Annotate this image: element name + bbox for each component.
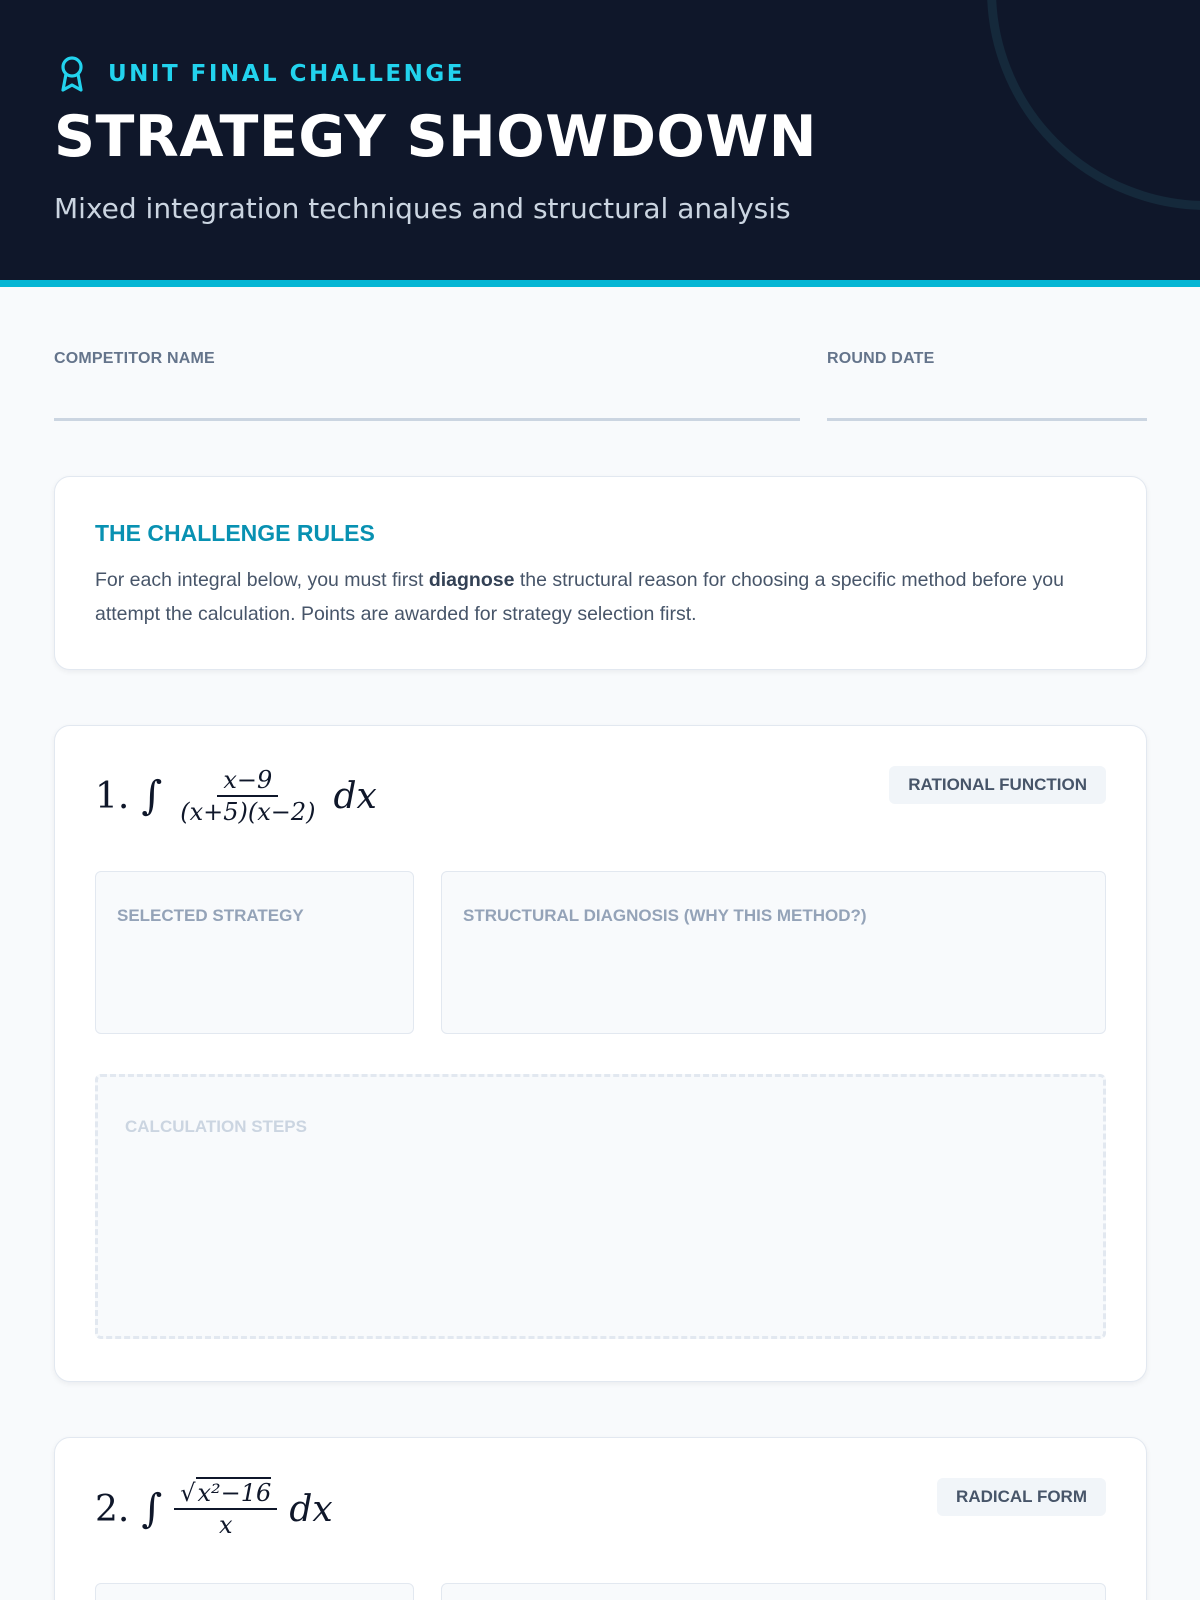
numerator	[174, 1478, 277, 1510]
problem-number: 2.	[95, 1488, 130, 1530]
round-date-label: ROUND DATE	[827, 350, 935, 367]
header-kicker	[58, 55, 465, 93]
competitor-name-field[interactable]	[54, 418, 800, 421]
structural-diagnosis-box[interactable]	[441, 871, 1106, 1034]
header-banner	[0, 0, 1200, 287]
numerator: x−9	[217, 765, 278, 797]
problem-expression	[95, 1478, 333, 1540]
competitor-name-label: COMPETITOR NAME	[54, 350, 215, 367]
problem-card-2	[54, 1437, 1147, 1600]
integral-sign: ∫	[141, 773, 163, 819]
problem-type-tag: RATIONAL FUNCTION	[889, 766, 1106, 804]
rules-title: THE CHALLENGE RULES	[95, 520, 375, 546]
rules-text-emphasis: diagnose	[428, 569, 515, 591]
rules-text-part: the structural reason for choosing a specific method before you attempt the calculation. Points are awarded for strategy selection first.	[95, 569, 1064, 625]
problem-card-1	[54, 725, 1147, 1382]
award-ribbon-icon	[58, 55, 86, 93]
fraction	[174, 1478, 277, 1540]
decorative-arc	[987, 0, 1200, 210]
rules-text-part: For each integral below, you must first	[95, 569, 429, 591]
rules-text	[95, 563, 1085, 631]
selected-strategy-label: SELECTED STRATEGY	[117, 906, 304, 925]
structural-diagnosis-label: STRUCTURAL DIAGNOSIS (WHY THIS METHOD?)	[463, 906, 867, 925]
page-title: STRATEGY SHOWDOWN	[54, 104, 817, 170]
radicand: x²−16	[197, 1479, 272, 1507]
selected-strategy-box[interactable]	[95, 871, 414, 1034]
problem-number: 1.	[95, 775, 130, 817]
radical-sign: √	[180, 1479, 196, 1507]
structural-diagnosis-box[interactable]	[441, 1583, 1106, 1600]
problem-type-tag: RADICAL FORM	[937, 1478, 1106, 1516]
denominator: (x+5)(x−2)	[180, 798, 316, 826]
calculation-steps-label: CALCULATION STEPS	[125, 1117, 307, 1136]
kicker-label: UNIT FINAL CHALLENGE	[108, 61, 465, 87]
page-subtitle: Mixed integration techniques and structural analysis	[54, 192, 791, 225]
calculation-steps-area[interactable]	[95, 1074, 1106, 1339]
rules-card	[54, 476, 1147, 670]
selected-strategy-box[interactable]	[95, 1583, 414, 1600]
fraction	[174, 765, 321, 827]
integral-sign: ∫	[141, 1486, 163, 1532]
differential: dx	[333, 775, 377, 817]
round-date-field[interactable]	[827, 418, 1147, 421]
problem-expression	[95, 765, 377, 827]
denominator: x	[218, 1511, 233, 1539]
differential: dx	[289, 1488, 333, 1530]
